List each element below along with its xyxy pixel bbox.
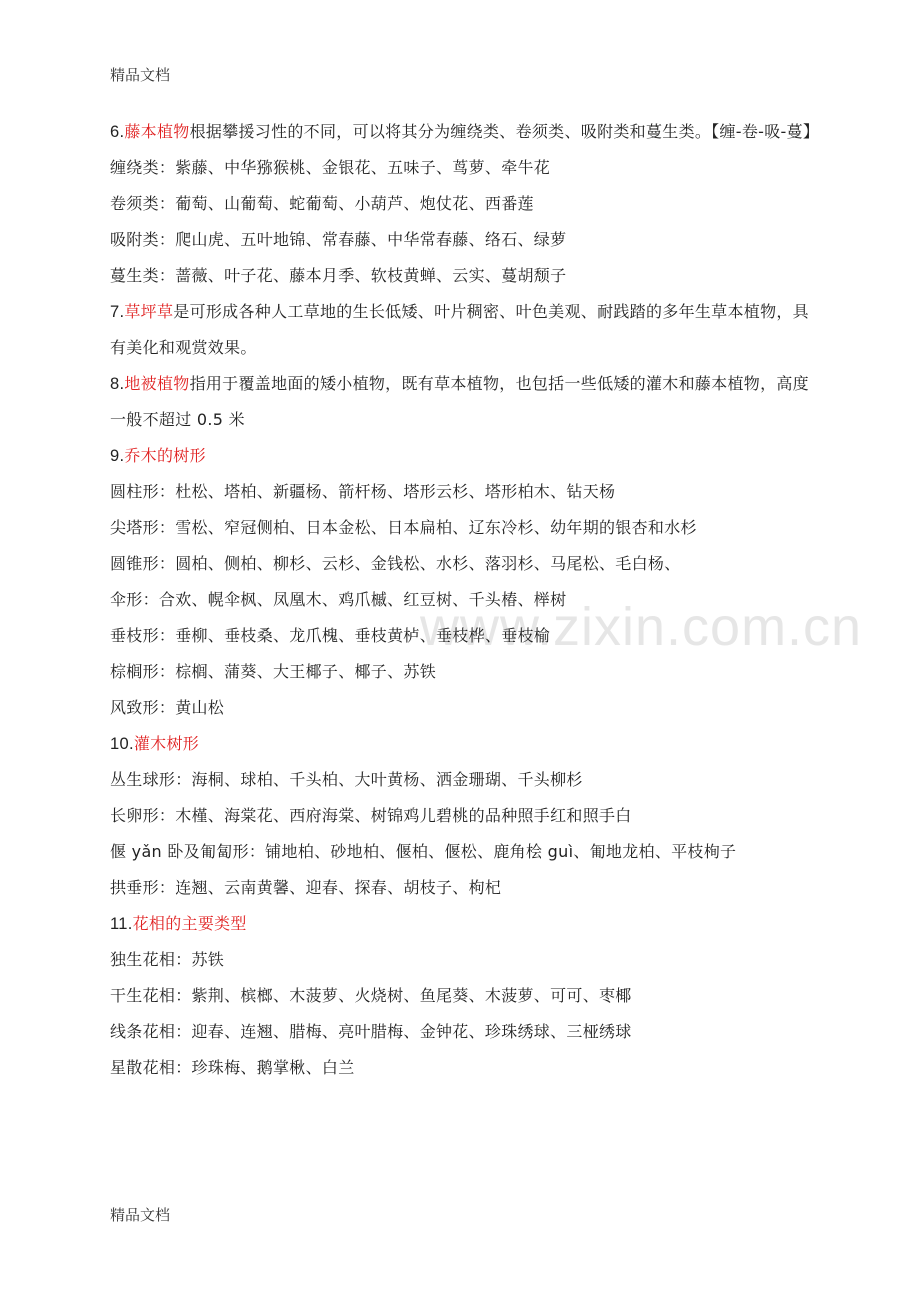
line-text: 线条花相：迎春、连翘、腊梅、亮叶腊梅、金钟花、珍珠绣球、三桠绣球 — [110, 1022, 632, 1041]
line-text: 独生花相：苏铁 — [110, 950, 225, 969]
section-number: 7. — [110, 303, 125, 321]
section-6-title — [110, 114, 820, 150]
line-text: 偃 yǎn 卧及匍匐形：铺地柏、砂地柏、偃柏、偃松、鹿角桧 guì、匍地龙柏、平枝栒子 — [110, 842, 737, 861]
vine-twining — [110, 150, 820, 186]
line-text: 伞形：合欢、幌伞枫、凤凰木、鸡爪槭、红豆树、千头椿、榉树 — [110, 590, 567, 609]
tree-scenic — [110, 690, 820, 726]
line-text: 根据攀援习性的不同，可以将其分为缠绕类、卷须类、吸附类和蔓生类。【缠-卷-吸-蔓】 — [189, 122, 820, 141]
highlight-term: 花相的主要类型 — [132, 914, 247, 933]
line-text: 棕榈形：棕榈、蒲葵、大王椰子、椰子、苏铁 — [110, 662, 437, 681]
section-10-title — [110, 726, 820, 762]
flower-trunk — [110, 978, 820, 1014]
line-text: 指用于覆盖地面的矮小植物，既有草本植物，也包括一些低矮的灌木和藤本植物，高度一般不超过 0.5 米 — [110, 374, 809, 429]
line-text: 缠绕类：紫藤、中华猕猴桃、金银花、五味子、茑萝、牵牛花 — [110, 158, 551, 177]
highlight-term: 草坪草 — [124, 302, 174, 321]
section-9-title — [110, 438, 820, 474]
line-text: 拱垂形：连翘、云南黄馨、迎春、探春、胡枝子、枸杞 — [110, 878, 502, 897]
tree-conical — [110, 546, 820, 582]
line-text: 吸附类：爬山虎、五叶地锦、常春藤、中华常春藤、络石、绿萝 — [110, 230, 567, 249]
vine-trailing — [110, 258, 820, 294]
page-footer: 精品文档 — [110, 1206, 171, 1224]
line-text: 垂枝形：垂柳、垂枝桑、龙爪槐、垂枝黄栌、垂枝桦、垂枝榆 — [110, 626, 551, 645]
highlight-term: 灌木树形 — [133, 734, 200, 753]
tree-palm — [110, 654, 820, 690]
section-number: 10. — [110, 735, 134, 753]
tree-spire — [110, 510, 820, 546]
shrub-globe — [110, 762, 820, 798]
line-text: 蔓生类：蔷薇、叶子花、藤本月季、软枝黄蝉、云实、蔓胡颓子 — [110, 266, 567, 285]
section-number: 9. — [110, 447, 125, 465]
section-number: 11. — [110, 915, 133, 933]
line-text: 圆锥形：圆柏、侧柏、柳杉、云杉、金钱松、水杉、落羽杉、马尾松、毛白杨、 — [110, 554, 681, 573]
tree-columnar — [110, 474, 820, 510]
shrub-arching — [110, 870, 820, 906]
highlight-term: 地被植物 — [124, 374, 190, 393]
tree-weeping — [110, 618, 820, 654]
page-header: 精品文档 — [110, 66, 171, 84]
highlight-term: 藤本植物 — [124, 122, 190, 141]
highlight-term: 乔木的树形 — [124, 446, 206, 465]
line-text: 长卵形：木槿、海棠花、西府海棠、树锦鸡儿碧桃的品种照手红和照手白 — [110, 806, 632, 825]
section-number: 8. — [110, 375, 125, 393]
line-text: 圆柱形：杜松、塔柏、新疆杨、箭杆杨、塔形云杉、塔形柏木、钻天杨 — [110, 482, 616, 501]
shrub-prostrate — [110, 834, 820, 870]
line-text: 风致形：黄山松 — [110, 698, 225, 717]
section-7-title — [110, 294, 820, 366]
line-text: 卷须类：葡萄、山葡萄、蛇葡萄、小葫芦、炮仗花、西番莲 — [110, 194, 534, 213]
line-text: 星散花相：珍珠梅、鹅掌楸、白兰 — [110, 1058, 355, 1077]
document-body — [110, 114, 820, 1086]
line-text: 尖塔形：雪松、窄冠侧柏、日本金松、日本扁柏、辽东冷杉、幼年期的银杏和水杉 — [110, 518, 697, 537]
vine-tendril — [110, 186, 820, 222]
section-number: 6. — [110, 123, 125, 141]
vine-adhesive — [110, 222, 820, 258]
shrub-ovate — [110, 798, 820, 834]
section-8-title — [110, 366, 820, 438]
section-11-title — [110, 906, 820, 942]
flower-solitary — [110, 942, 820, 978]
tree-umbrella — [110, 582, 820, 618]
line-text: 是可形成各种人工草地的生长低矮、叶片稠密、叶色美观、耐践踏的多年生草本植物，具有美化和观赏效果。 — [110, 302, 809, 357]
line-text: 丛生球形：海桐、球柏、千头柏、大叶黄杨、洒金珊瑚、千头柳杉 — [110, 770, 583, 789]
watermark: www.zixin.com.cn — [420, 597, 863, 657]
line-text: 干生花相：紫荆、槟榔、木菠萝、火烧树、鱼尾葵、木菠萝、可可、枣椰 — [110, 986, 632, 1005]
flower-linear — [110, 1014, 820, 1050]
flower-scattered — [110, 1050, 820, 1086]
